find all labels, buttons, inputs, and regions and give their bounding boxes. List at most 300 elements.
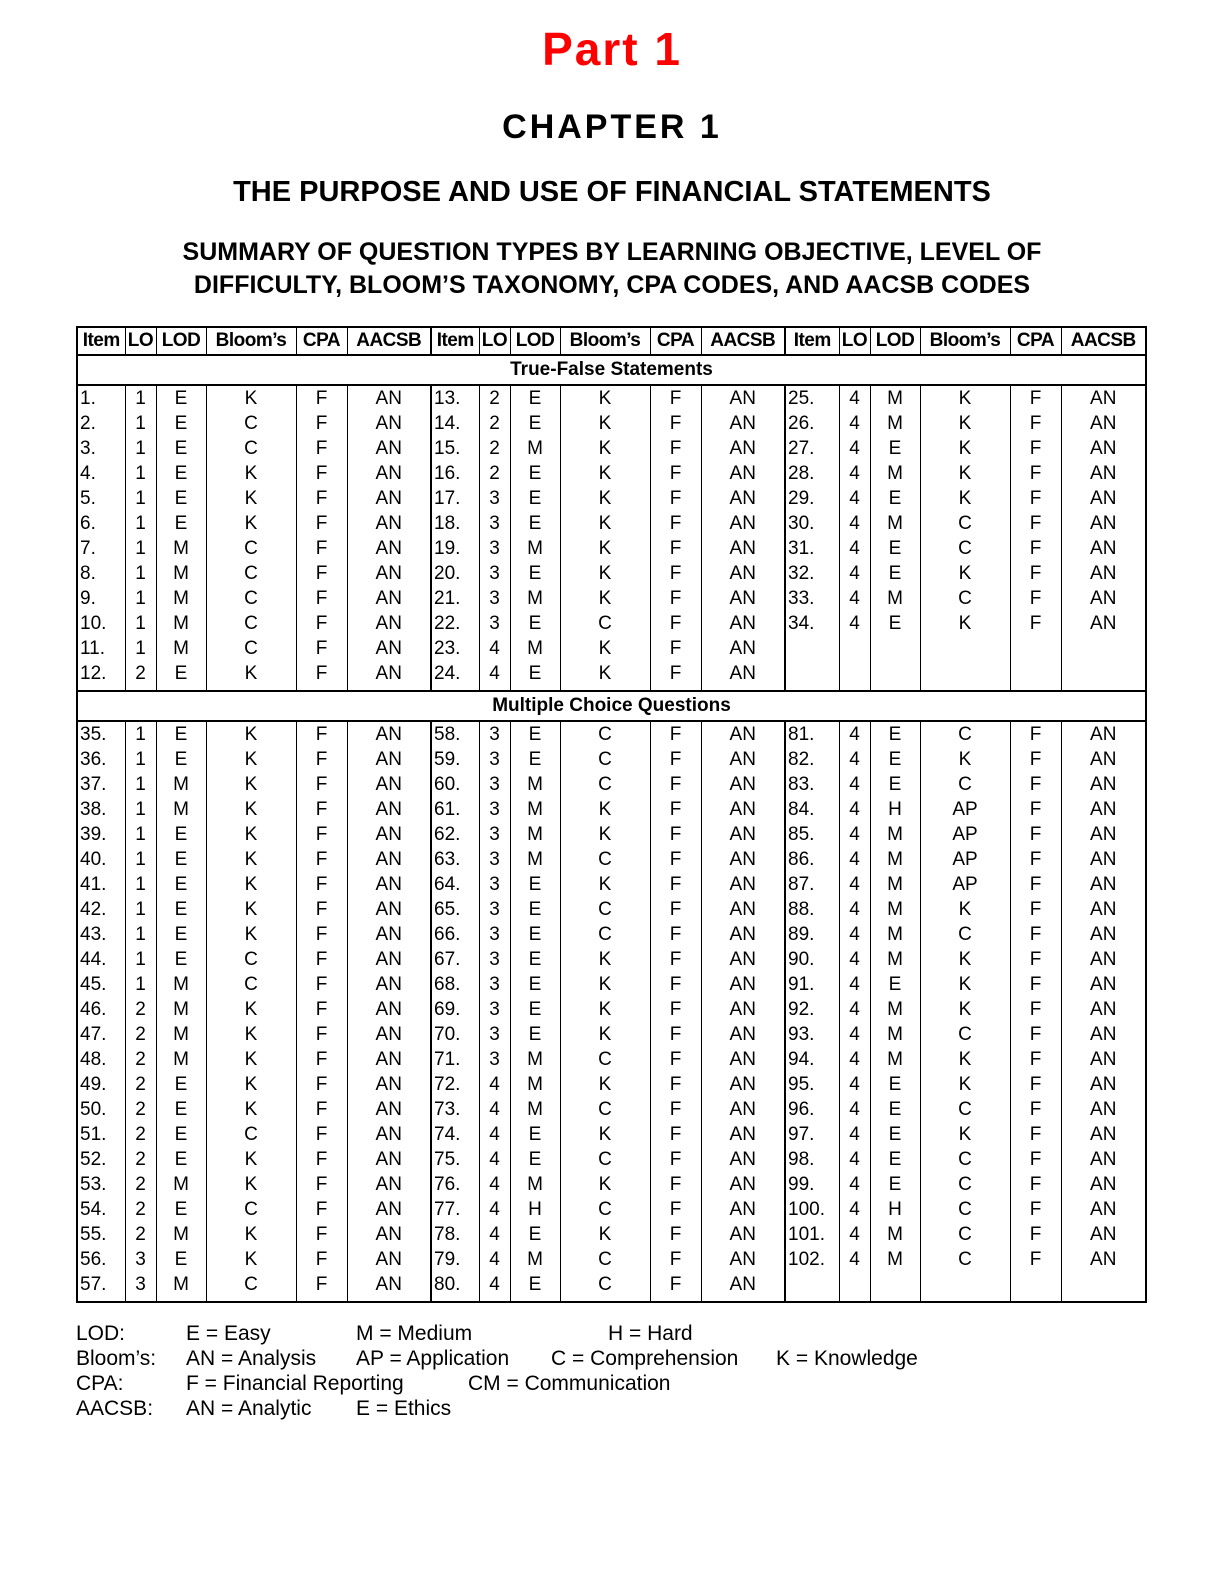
cell-item: 2. bbox=[77, 411, 125, 436]
cell-lo: 1 bbox=[125, 922, 156, 947]
cell-blooms: C bbox=[206, 947, 296, 972]
cell-lod: E bbox=[156, 922, 206, 947]
cell-aacsb: AN bbox=[1061, 561, 1146, 586]
cell-lod: E bbox=[870, 486, 920, 511]
cell-item: 78. bbox=[431, 1222, 479, 1247]
cell-lo: 2 bbox=[125, 1222, 156, 1247]
cell-item: 71. bbox=[431, 1047, 479, 1072]
cell-lo: 3 bbox=[479, 1047, 510, 1072]
cell-lo: 4 bbox=[479, 1122, 510, 1147]
cell-blooms: C bbox=[206, 1197, 296, 1222]
cell-cpa: F bbox=[1010, 747, 1061, 772]
legend-item: H = Hard bbox=[608, 1322, 693, 1345]
cell-blooms: K bbox=[206, 997, 296, 1022]
cell-lo: 3 bbox=[479, 972, 510, 997]
cell-lod: M bbox=[870, 947, 920, 972]
cell-lod: M bbox=[156, 972, 206, 997]
cell-aacsb: AN bbox=[701, 997, 785, 1022]
cell-blooms bbox=[920, 636, 1010, 661]
cell-aacsb: AN bbox=[701, 797, 785, 822]
cell-lod: H bbox=[870, 797, 920, 822]
cell-lod: E bbox=[870, 772, 920, 797]
cell-blooms: C bbox=[560, 897, 650, 922]
cell-cpa: F bbox=[1010, 511, 1061, 536]
cell-aacsb: AN bbox=[701, 561, 785, 586]
cell-blooms: K bbox=[920, 385, 1010, 411]
cell-cpa: F bbox=[296, 872, 347, 897]
cell-lo bbox=[839, 1272, 870, 1302]
cell-lo: 3 bbox=[479, 586, 510, 611]
cell-item bbox=[785, 661, 839, 691]
cell-blooms: C bbox=[920, 772, 1010, 797]
cell-cpa: F bbox=[296, 1122, 347, 1147]
cell-aacsb: AN bbox=[1061, 1197, 1146, 1222]
cell-cpa: F bbox=[650, 1147, 701, 1172]
cell-cpa: F bbox=[650, 561, 701, 586]
cell-item: 100. bbox=[785, 1197, 839, 1222]
cell-lod: M bbox=[870, 1047, 920, 1072]
cell-lod: E bbox=[870, 972, 920, 997]
cell-cpa: F bbox=[296, 461, 347, 486]
cell-aacsb: AN bbox=[347, 561, 431, 586]
cell-cpa: F bbox=[1010, 772, 1061, 797]
table-row bbox=[77, 1047, 1146, 1072]
cell-cpa: F bbox=[650, 1222, 701, 1247]
cell-lo: 2 bbox=[125, 997, 156, 1022]
cell-blooms: K bbox=[920, 997, 1010, 1022]
cell-aacsb: AN bbox=[347, 1072, 431, 1097]
cell-blooms: K bbox=[560, 972, 650, 997]
cell-lo: 1 bbox=[125, 747, 156, 772]
cell-lo: 2 bbox=[479, 411, 510, 436]
cell-item: 88. bbox=[785, 897, 839, 922]
cell-item: 83. bbox=[785, 772, 839, 797]
cell-item: 11. bbox=[77, 636, 125, 661]
cell-lo: 2 bbox=[125, 661, 156, 691]
cell-blooms: K bbox=[920, 461, 1010, 486]
cell-item: 74. bbox=[431, 1122, 479, 1147]
cell-cpa: F bbox=[650, 436, 701, 461]
cell-lod: E bbox=[156, 897, 206, 922]
cell-lo: 4 bbox=[839, 721, 870, 747]
cell-cpa: F bbox=[296, 897, 347, 922]
cell-lod: M bbox=[510, 586, 560, 611]
column-header-lo: LO bbox=[479, 327, 510, 355]
column-header-lod: LOD bbox=[156, 327, 206, 355]
cell-lo: 3 bbox=[479, 822, 510, 847]
cell-lod: E bbox=[870, 1172, 920, 1197]
cell-lod: M bbox=[870, 461, 920, 486]
cell-item: 53. bbox=[77, 1172, 125, 1197]
cell-lod: M bbox=[870, 385, 920, 411]
cell-aacsb: AN bbox=[347, 972, 431, 997]
cell-cpa: F bbox=[1010, 822, 1061, 847]
cell-aacsb: AN bbox=[701, 661, 785, 691]
cell-blooms: K bbox=[560, 947, 650, 972]
cell-lod: E bbox=[156, 461, 206, 486]
cell-aacsb: AN bbox=[701, 586, 785, 611]
cell-lo: 4 bbox=[839, 947, 870, 972]
cell-cpa: F bbox=[1010, 922, 1061, 947]
cell-lo: 1 bbox=[125, 586, 156, 611]
cell-cpa: F bbox=[1010, 385, 1061, 411]
cell-cpa: F bbox=[1010, 1097, 1061, 1122]
cell-lod: E bbox=[156, 822, 206, 847]
cell-cpa: F bbox=[650, 721, 701, 747]
table-row bbox=[77, 436, 1146, 461]
cell-item: 57. bbox=[77, 1272, 125, 1302]
cell-item: 73. bbox=[431, 1097, 479, 1122]
column-header-item: Item bbox=[785, 327, 839, 355]
cell-blooms: C bbox=[920, 1247, 1010, 1272]
cell-item: 86. bbox=[785, 847, 839, 872]
cell-blooms: K bbox=[560, 461, 650, 486]
cell-lod: M bbox=[870, 511, 920, 536]
cell-blooms: C bbox=[206, 1122, 296, 1147]
cell-lo: 1 bbox=[125, 611, 156, 636]
cell-cpa: F bbox=[1010, 586, 1061, 611]
cell-lo: 4 bbox=[839, 972, 870, 997]
cell-aacsb: AN bbox=[347, 872, 431, 897]
cell-aacsb: AN bbox=[1061, 772, 1146, 797]
cell-cpa: F bbox=[650, 1247, 701, 1272]
cell-lo: 2 bbox=[479, 385, 510, 411]
cell-blooms: C bbox=[206, 611, 296, 636]
cell-blooms: C bbox=[560, 1097, 650, 1122]
cell-item: 46. bbox=[77, 997, 125, 1022]
cell-lo: 2 bbox=[125, 1122, 156, 1147]
cell-item: 43. bbox=[77, 922, 125, 947]
cell-lo: 1 bbox=[125, 797, 156, 822]
cell-blooms: K bbox=[206, 721, 296, 747]
cell-item: 61. bbox=[431, 797, 479, 822]
cell-lod: M bbox=[510, 1247, 560, 1272]
cell-aacsb: AN bbox=[347, 586, 431, 611]
cell-blooms: K bbox=[206, 1172, 296, 1197]
cell-blooms: K bbox=[206, 847, 296, 872]
cell-lo: 2 bbox=[125, 1072, 156, 1097]
cell-cpa: F bbox=[296, 1197, 347, 1222]
table-row bbox=[77, 997, 1146, 1022]
cell-cpa: F bbox=[650, 1272, 701, 1302]
cell-lod: E bbox=[870, 1122, 920, 1147]
cell-lod bbox=[870, 636, 920, 661]
table-row bbox=[77, 611, 1146, 636]
cell-lod: E bbox=[156, 1122, 206, 1147]
cell-lo: 4 bbox=[839, 1022, 870, 1047]
cell-blooms: C bbox=[560, 1047, 650, 1072]
cell-item bbox=[785, 636, 839, 661]
cell-blooms: C bbox=[206, 586, 296, 611]
cell-lod: E bbox=[510, 385, 560, 411]
cell-lo: 1 bbox=[125, 461, 156, 486]
cell-blooms: C bbox=[920, 1147, 1010, 1172]
cell-lo: 4 bbox=[479, 1197, 510, 1222]
cell-blooms: K bbox=[920, 1072, 1010, 1097]
cell-aacsb: AN bbox=[347, 897, 431, 922]
column-header-lo: LO bbox=[125, 327, 156, 355]
subtitle-line-2: DIFFICULTY, BLOOM’S TAXONOMY, CPA CODES, AND AACSB CODES bbox=[193, 271, 1031, 299]
cell-item: 55. bbox=[77, 1222, 125, 1247]
cell-aacsb: AN bbox=[701, 461, 785, 486]
table-row bbox=[77, 461, 1146, 486]
cell-lod: M bbox=[156, 536, 206, 561]
cell-lod: E bbox=[156, 411, 206, 436]
cell-item: 8. bbox=[77, 561, 125, 586]
legend-item: CM = Communication bbox=[468, 1372, 671, 1395]
cell-cpa: F bbox=[296, 1072, 347, 1097]
cell-item: 17. bbox=[431, 486, 479, 511]
cell-lo: 4 bbox=[839, 772, 870, 797]
legend-label: Bloom’s: bbox=[76, 1347, 157, 1370]
legend-item: C = Comprehension bbox=[551, 1347, 739, 1370]
table-row bbox=[77, 822, 1146, 847]
table-row bbox=[77, 721, 1146, 747]
cell-item: 97. bbox=[785, 1122, 839, 1147]
cell-cpa: F bbox=[650, 1022, 701, 1047]
cell-cpa: F bbox=[1010, 1247, 1061, 1272]
cell-blooms: C bbox=[560, 772, 650, 797]
cell-lo: 4 bbox=[839, 1197, 870, 1222]
cell-lod: E bbox=[156, 947, 206, 972]
cell-lo: 3 bbox=[125, 1247, 156, 1272]
cell-aacsb: AN bbox=[347, 747, 431, 772]
cell-item: 34. bbox=[785, 611, 839, 636]
cell-cpa: F bbox=[650, 486, 701, 511]
cell-blooms: K bbox=[206, 897, 296, 922]
cell-lod: M bbox=[156, 586, 206, 611]
cell-cpa: F bbox=[650, 822, 701, 847]
cell-item: 67. bbox=[431, 947, 479, 972]
column-header-aacsb: AACSB bbox=[347, 327, 431, 355]
cell-blooms: C bbox=[920, 511, 1010, 536]
cell-lod: M bbox=[156, 1172, 206, 1197]
cell-lo: 4 bbox=[839, 385, 870, 411]
cell-lo: 1 bbox=[125, 385, 156, 411]
cell-cpa: F bbox=[296, 797, 347, 822]
cell-cpa: F bbox=[296, 1222, 347, 1247]
cell-cpa: F bbox=[650, 586, 701, 611]
cell-blooms: C bbox=[206, 1272, 296, 1302]
cell-lod: M bbox=[156, 1222, 206, 1247]
cell-lo: 4 bbox=[479, 1247, 510, 1272]
cell-blooms: K bbox=[206, 461, 296, 486]
cell-lo: 1 bbox=[125, 897, 156, 922]
cell-item: 19. bbox=[431, 536, 479, 561]
cell-aacsb: AN bbox=[347, 772, 431, 797]
cell-lo: 3 bbox=[479, 747, 510, 772]
cell-blooms: C bbox=[920, 721, 1010, 747]
cell-item: 95. bbox=[785, 1072, 839, 1097]
cell-lod: E bbox=[510, 1147, 560, 1172]
cell-lo: 2 bbox=[479, 436, 510, 461]
cell-aacsb: AN bbox=[701, 1197, 785, 1222]
cell-lod: M bbox=[510, 1047, 560, 1072]
cell-item: 75. bbox=[431, 1147, 479, 1172]
cell-lo: 4 bbox=[839, 461, 870, 486]
cell-blooms: K bbox=[560, 997, 650, 1022]
cell-lo: 2 bbox=[125, 1022, 156, 1047]
table-row bbox=[77, 847, 1146, 872]
cell-cpa: F bbox=[650, 972, 701, 997]
cell-item: 72. bbox=[431, 1072, 479, 1097]
cell-blooms: K bbox=[206, 797, 296, 822]
cell-blooms: C bbox=[206, 636, 296, 661]
table-row bbox=[77, 1172, 1146, 1197]
cell-aacsb: AN bbox=[1061, 1097, 1146, 1122]
cell-lo: 3 bbox=[479, 561, 510, 586]
cell-cpa: F bbox=[296, 586, 347, 611]
cell-cpa: F bbox=[296, 536, 347, 561]
cell-aacsb: AN bbox=[701, 1172, 785, 1197]
cell-cpa: F bbox=[296, 972, 347, 997]
cell-lo: 2 bbox=[479, 461, 510, 486]
cell-cpa: F bbox=[1010, 1022, 1061, 1047]
cell-aacsb: AN bbox=[1061, 897, 1146, 922]
cell-cpa: F bbox=[650, 897, 701, 922]
cell-aacsb: AN bbox=[347, 847, 431, 872]
table-row bbox=[77, 922, 1146, 947]
cell-item: 37. bbox=[77, 772, 125, 797]
cell-blooms: K bbox=[206, 922, 296, 947]
cell-blooms: K bbox=[206, 1097, 296, 1122]
cell-cpa: F bbox=[296, 772, 347, 797]
cell-item: 101. bbox=[785, 1222, 839, 1247]
cell-aacsb: AN bbox=[701, 772, 785, 797]
table-row bbox=[77, 586, 1146, 611]
cell-lo: 2 bbox=[125, 1047, 156, 1072]
cell-aacsb: AN bbox=[347, 1147, 431, 1172]
cell-item: 68. bbox=[431, 972, 479, 997]
cell-lod: M bbox=[870, 897, 920, 922]
cell-blooms: C bbox=[920, 1022, 1010, 1047]
column-header-lod: LOD bbox=[870, 327, 920, 355]
cell-aacsb: AN bbox=[347, 511, 431, 536]
cell-blooms: K bbox=[920, 436, 1010, 461]
cell-aacsb: AN bbox=[1061, 511, 1146, 536]
table-row bbox=[77, 661, 1146, 691]
cell-lod: M bbox=[156, 997, 206, 1022]
cell-blooms: K bbox=[206, 385, 296, 411]
cell-aacsb: AN bbox=[1061, 586, 1146, 611]
cell-aacsb: AN bbox=[347, 385, 431, 411]
cell-blooms: K bbox=[560, 1122, 650, 1147]
cell-lo: 2 bbox=[125, 1172, 156, 1197]
cell-lod: E bbox=[510, 486, 560, 511]
cell-blooms: C bbox=[206, 411, 296, 436]
table-body bbox=[77, 355, 1146, 1302]
cell-lod: E bbox=[510, 997, 560, 1022]
cell-cpa: F bbox=[650, 611, 701, 636]
table-row bbox=[77, 1097, 1146, 1122]
cell-aacsb: AN bbox=[347, 822, 431, 847]
cell-lo: 3 bbox=[125, 1272, 156, 1302]
column-header-cpa: CPA bbox=[1010, 327, 1061, 355]
cell-aacsb: AN bbox=[1061, 611, 1146, 636]
cell-lo: 4 bbox=[839, 611, 870, 636]
cell-lod: E bbox=[156, 1097, 206, 1122]
cell-lo: 4 bbox=[839, 486, 870, 511]
cell-item: 27. bbox=[785, 436, 839, 461]
cell-item: 98. bbox=[785, 1147, 839, 1172]
cell-aacsb: AN bbox=[701, 847, 785, 872]
cell-lod: M bbox=[510, 772, 560, 797]
table-row bbox=[77, 511, 1146, 536]
column-header-aacsb: AACSB bbox=[701, 327, 785, 355]
cell-lo: 4 bbox=[839, 847, 870, 872]
cell-lod: E bbox=[870, 561, 920, 586]
cell-item: 22. bbox=[431, 611, 479, 636]
cell-blooms: K bbox=[206, 1022, 296, 1047]
cell-blooms: C bbox=[560, 747, 650, 772]
cell-item: 13. bbox=[431, 385, 479, 411]
cell-lod: E bbox=[156, 1147, 206, 1172]
cell-blooms: K bbox=[560, 661, 650, 691]
cell-cpa: F bbox=[296, 561, 347, 586]
cell-lo: 4 bbox=[839, 1122, 870, 1147]
cell-item: 41. bbox=[77, 872, 125, 897]
table-row bbox=[77, 1247, 1146, 1272]
cell-item: 64. bbox=[431, 872, 479, 897]
cell-item: 23. bbox=[431, 636, 479, 661]
cell-cpa: F bbox=[296, 721, 347, 747]
cell-aacsb: AN bbox=[1061, 411, 1146, 436]
cell-blooms: K bbox=[206, 872, 296, 897]
cell-lod: H bbox=[510, 1197, 560, 1222]
cell-item: 16. bbox=[431, 461, 479, 486]
cell-aacsb: AN bbox=[347, 1197, 431, 1222]
cell-blooms: K bbox=[920, 411, 1010, 436]
cell-aacsb: AN bbox=[347, 1122, 431, 1147]
table-row bbox=[77, 797, 1146, 822]
cell-aacsb: AN bbox=[347, 997, 431, 1022]
legend-item: AN = Analytic bbox=[186, 1397, 312, 1420]
cell-aacsb: AN bbox=[701, 1122, 785, 1147]
cell-blooms: K bbox=[206, 1222, 296, 1247]
cell-cpa: F bbox=[650, 922, 701, 947]
cell-cpa: F bbox=[296, 385, 347, 411]
cell-aacsb: AN bbox=[701, 1072, 785, 1097]
cell-lod: M bbox=[870, 922, 920, 947]
cell-item: 94. bbox=[785, 1047, 839, 1072]
cell-lod bbox=[870, 1272, 920, 1302]
cell-lo: 3 bbox=[479, 847, 510, 872]
cell-lo: 4 bbox=[479, 636, 510, 661]
cell-lod: E bbox=[510, 661, 560, 691]
cell-blooms: K bbox=[920, 611, 1010, 636]
cell-aacsb: AN bbox=[701, 897, 785, 922]
cell-aacsb: AN bbox=[347, 536, 431, 561]
cell-aacsb: AN bbox=[1061, 997, 1146, 1022]
cell-item: 30. bbox=[785, 511, 839, 536]
cell-aacsb: AN bbox=[347, 611, 431, 636]
cell-lod: M bbox=[870, 997, 920, 1022]
cell-blooms: C bbox=[920, 922, 1010, 947]
cell-aacsb bbox=[1061, 1272, 1146, 1302]
cell-aacsb: AN bbox=[347, 461, 431, 486]
cell-item: 50. bbox=[77, 1097, 125, 1122]
cell-item: 26. bbox=[785, 411, 839, 436]
cell-aacsb: AN bbox=[347, 1222, 431, 1247]
table-row bbox=[77, 1122, 1146, 1147]
cell-blooms: AP bbox=[920, 822, 1010, 847]
cell-lo: 4 bbox=[479, 1072, 510, 1097]
table-row bbox=[77, 1272, 1146, 1302]
cell-blooms: K bbox=[560, 536, 650, 561]
cell-blooms: K bbox=[560, 385, 650, 411]
part-title: Part 1 bbox=[542, 23, 682, 75]
cell-item: 76. bbox=[431, 1172, 479, 1197]
